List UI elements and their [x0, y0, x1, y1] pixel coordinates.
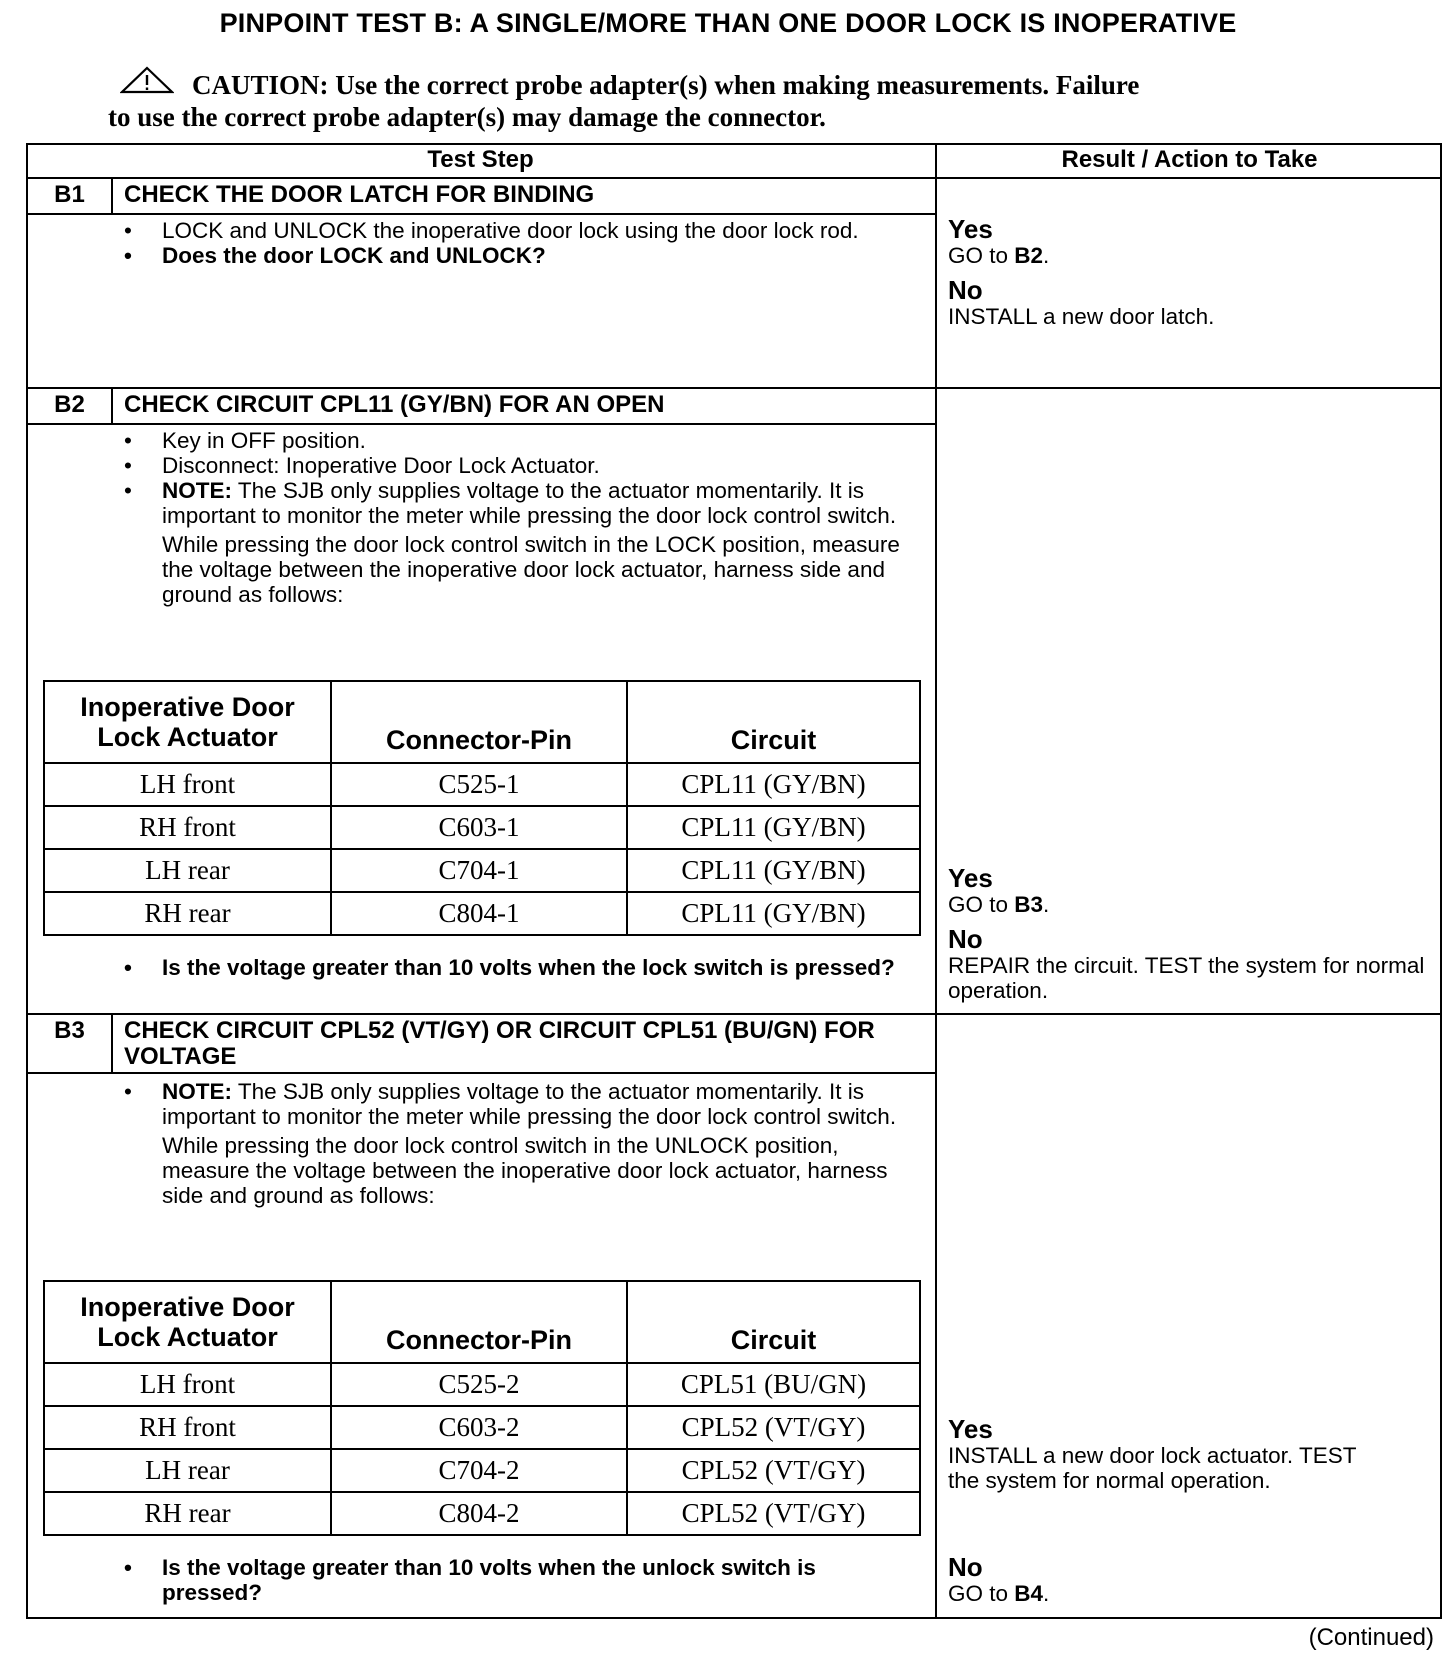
no-action: REPAIR the circuit. TEST the system for normal operation. — [948, 953, 1425, 1003]
note-text: The SJB only supplies voltage to the actuator momentarily. It is important to monitor the meter while pressing the door lock control switch. — [162, 478, 897, 528]
note-label: NOTE: — [162, 478, 232, 503]
table-row — [44, 806, 920, 849]
result-b3-yes — [948, 1415, 1428, 1493]
yes-action-end: . — [1043, 243, 1050, 268]
column-header-circuit: Circuit — [627, 681, 920, 763]
column-header-circuit: Circuit — [627, 1281, 920, 1363]
step-question: • Is the voltage greater than 10 volts when the lock switch is pressed? — [120, 955, 910, 980]
no-action-text: GO to — [948, 1581, 1015, 1606]
result-b2 — [948, 864, 1428, 1003]
table-cell: C704-2 — [331, 1449, 627, 1492]
no-step-ref: B4 — [1014, 1581, 1044, 1606]
step-instruction: • Disconnect: Inoperative Door Lock Actuator. — [120, 453, 910, 478]
table-cell: RH rear — [44, 1492, 331, 1535]
caution-text-line1: Use the correct probe adapter(s) when making measurements. Failure — [335, 70, 1140, 100]
step-id-divider — [111, 387, 113, 424]
header-rule — [26, 177, 1442, 179]
table-row — [44, 763, 920, 806]
step-question-block-b3 — [120, 1555, 910, 1605]
step-separator — [26, 387, 1442, 389]
table-cell: RH front — [44, 806, 331, 849]
table-cell: LH front — [44, 1363, 331, 1406]
table-cell: C525-1 — [331, 763, 627, 806]
table-cell: C704-1 — [331, 849, 627, 892]
step-paragraph: While pressing the door lock control switch in the UNLOCK position, measure the voltage between the inoperative door lock actuator, harness side and ground as follows: — [162, 1133, 888, 1208]
table-cell: LH rear — [44, 849, 331, 892]
table-cell: CPL11 (GY/BN) — [627, 892, 920, 935]
result-b1 — [948, 215, 1428, 329]
step-note — [120, 1079, 910, 1129]
step-id-divider — [111, 177, 113, 214]
page-title: PINPOINT TEST B: A SINGLE/MORE THAN ONE DOOR LOCK IS INOPERATIVE — [219, 8, 1237, 38]
yes-action-end: . — [1043, 892, 1050, 917]
table-cell: CPL11 (GY/BN) — [627, 806, 920, 849]
step-body-b1 — [120, 218, 910, 268]
table-cell: LH rear — [44, 1449, 331, 1492]
no-label: No — [948, 275, 983, 305]
caution-notice — [108, 66, 1348, 133]
table-cell: CPL11 (GY/BN) — [627, 763, 920, 806]
step-body-b2 — [120, 428, 910, 607]
table-row — [44, 892, 920, 935]
table-cell: CPL52 (VT/GY) — [627, 1406, 920, 1449]
step-title-b1: CHECK THE DOOR LATCH FOR BINDING — [124, 181, 595, 208]
table-row — [44, 1406, 920, 1449]
step-note — [120, 478, 910, 528]
header-test-step: Test Step — [427, 146, 534, 173]
caution-label: CAUTION: — [192, 70, 329, 100]
table-row — [44, 1492, 920, 1535]
yes-label: Yes — [948, 863, 993, 893]
table-cell: C804-2 — [331, 1492, 627, 1535]
column-header-connector-pin: Connector-Pin — [331, 1281, 627, 1363]
no-action: INSTALL a new door latch. — [948, 304, 1215, 329]
step-title-rule — [26, 213, 936, 215]
note-label: NOTE: — [162, 1079, 232, 1104]
step-separator — [26, 1013, 1442, 1015]
step-title-rule — [26, 423, 936, 425]
table-cell: LH front — [44, 763, 331, 806]
table-cell: CPL11 (GY/BN) — [627, 849, 920, 892]
yes-label: Yes — [948, 1414, 993, 1444]
step-paragraph: While pressing the door lock control switch in the LOCK position, measure the voltage between the inoperative door lock actuator, harness side and ground as follows: — [162, 532, 900, 607]
yes-label: Yes — [948, 214, 993, 244]
table-row — [44, 1363, 920, 1406]
step-question-block-b2 — [120, 955, 910, 980]
step-question: • Does the door LOCK and UNLOCK? — [120, 243, 910, 268]
table-cell: C804-1 — [331, 892, 627, 935]
header-result: Result / Action to Take — [1061, 146, 1318, 173]
step-title-b2: CHECK CIRCUIT CPL11 (GY/BN) FOR AN OPEN — [124, 391, 665, 418]
column-header-connector-pin: Connector-Pin — [331, 681, 627, 763]
column-header-actuator: Inoperative Door Lock Actuator — [44, 1281, 331, 1363]
table-row — [44, 1449, 920, 1492]
step-id-b3: B3 — [54, 1017, 85, 1044]
step-question: • Is the voltage greater than 10 volts when the unlock switch is pressed? — [120, 1555, 910, 1605]
column-header-actuator: Inoperative Door Lock Actuator — [44, 681, 331, 763]
column-divider — [935, 143, 937, 1619]
step-body-b3 — [120, 1079, 910, 1208]
no-label: No — [948, 1552, 983, 1582]
step-instruction: • Key in OFF position. — [120, 428, 910, 453]
yes-step-ref: B3 — [1014, 892, 1044, 917]
no-action-end: . — [1043, 1581, 1050, 1606]
no-label: No — [948, 924, 983, 954]
warning-triangle-icon — [120, 66, 174, 96]
caution-text-line2: to use the correct probe adapter(s) may damage the connector. — [108, 102, 826, 132]
yes-action — [948, 892, 1428, 917]
yes-action: INSTALL a new door lock actuator. TEST the system for normal operation. — [948, 1443, 1357, 1493]
yes-action-text: GO to — [948, 892, 1015, 917]
step-id-divider — [111, 1013, 113, 1073]
measurement-table-b2 — [43, 680, 921, 936]
yes-action — [948, 243, 1428, 268]
table-cell: RH front — [44, 1406, 331, 1449]
yes-action-text: GO to — [948, 243, 1015, 268]
table-cell: C603-1 — [331, 806, 627, 849]
step-id-b2: B2 — [54, 391, 85, 418]
table-cell: CPL51 (BU/GN) — [627, 1363, 920, 1406]
step-title-b3: CHECK CIRCUIT CPL52 (VT/GY) OR CIRCUIT CPL51 (BU/GN) FOR VOLTAGE — [124, 1017, 875, 1070]
result-b3-no — [948, 1553, 1428, 1606]
measurement-table-b3 — [43, 1280, 921, 1536]
step-instruction: • LOCK and UNLOCK the inoperative door lock using the door lock rod. — [120, 218, 910, 243]
table-row — [44, 849, 920, 892]
step-id-b1: B1 — [54, 181, 85, 208]
yes-step-ref: B2 — [1014, 243, 1044, 268]
continued-note: (Continued) — [1308, 1624, 1434, 1651]
table-cell: C603-2 — [331, 1406, 627, 1449]
no-action — [948, 1581, 1428, 1606]
table-cell: C525-2 — [331, 1363, 627, 1406]
table-cell: CPL52 (VT/GY) — [627, 1492, 920, 1535]
note-text: The SJB only supplies voltage to the actuator momentarily. It is important to monitor the meter while pressing the door lock control switch. — [162, 1079, 897, 1129]
table-cell: RH rear — [44, 892, 331, 935]
table-cell: CPL52 (VT/GY) — [627, 1449, 920, 1492]
step-title-rule — [26, 1072, 936, 1074]
